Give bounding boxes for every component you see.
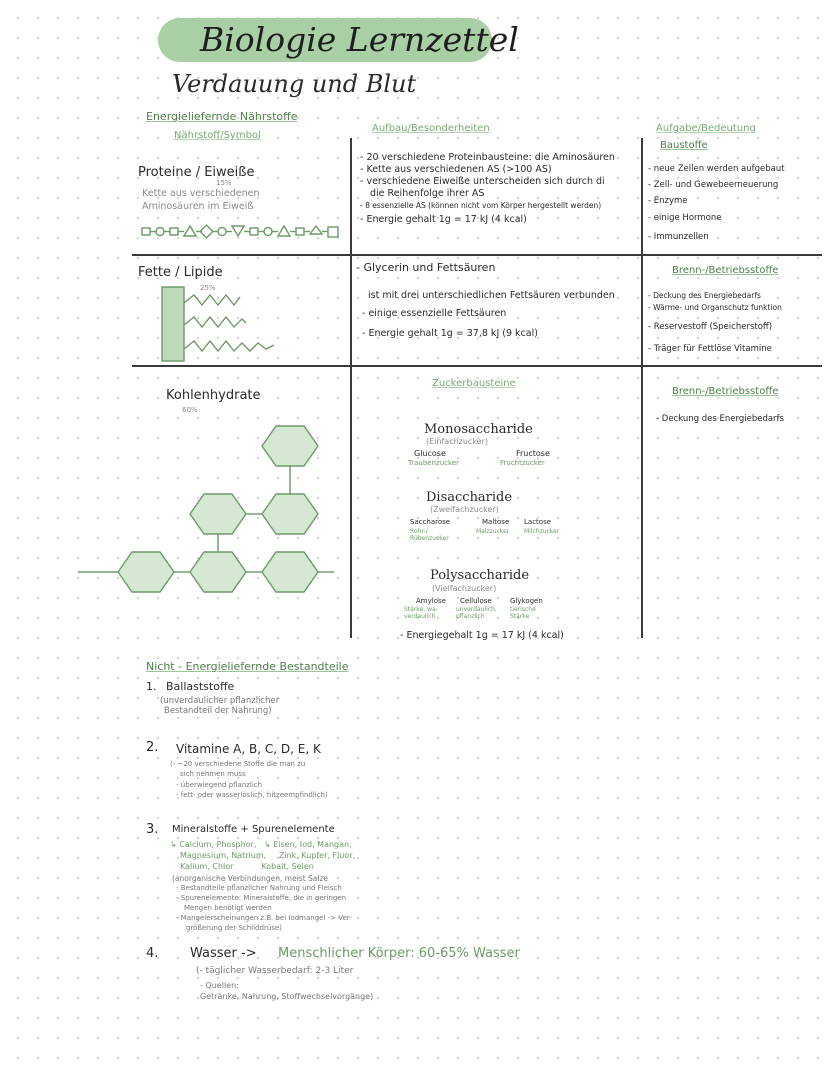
carb-details-title: Zuckerbausteine xyxy=(432,378,516,389)
item-3-line-2: Magnesium, Natrium, Zink, Kupfer, Fluor, xyxy=(180,851,356,860)
carb-role-1: - Deckung des Energiebedarfs xyxy=(656,414,784,424)
mono-item-2: Fructose xyxy=(516,449,550,458)
mono-title: Monosaccharide xyxy=(424,422,533,437)
poly-item-2-sub: unverdaulich, pflanzlich xyxy=(456,606,497,620)
page-subtitle: Verdauung und Blut xyxy=(172,70,417,98)
item-1-num: 1. xyxy=(146,680,157,693)
protein-note-1: Kette aus verschiedenen xyxy=(142,188,260,199)
item-3-line-9: größerung der Schilddrüse) xyxy=(186,924,282,932)
col-head-structure: Aufbau/Besonderheiten xyxy=(372,123,490,134)
table-divider-2 xyxy=(641,138,643,638)
fat-role-2: - Wärme- und Organschutz funktion xyxy=(648,303,782,312)
carb-title: Kohlenhydrate xyxy=(166,388,261,403)
item-3-line-3: Kalium, Chlor Kobalt, Selen xyxy=(180,862,314,871)
carb-role-title: Brenn-/Betriebsstoffe xyxy=(672,386,779,397)
poly-item-2: Cellulose xyxy=(460,597,492,605)
fat-title: Fette / Lipide xyxy=(138,265,223,280)
item-1-title: Ballaststoffe xyxy=(166,680,235,693)
nonenergy-title: Nicht - Energieliefernde Bestandteile xyxy=(146,660,349,673)
item-3-line-5: - Bestandteile pflanzlicher Nahrung und Fleisch xyxy=(176,884,342,892)
item-2-line-2: sich nehmen muss xyxy=(180,770,246,778)
protein-detail-4: die Reihenfolge ihrer AS xyxy=(370,188,485,199)
poly-item-3: Glykogen xyxy=(510,597,543,605)
mono-item-1-sub: Traubenzucker xyxy=(408,459,459,467)
col-head-role: Aufgabe/Bedeutung xyxy=(656,123,756,134)
item-4-line-3: Getränke, Nahrung, Stoffwechselvorgänge) xyxy=(200,992,374,1001)
item-4-line-1: (- täglicher Wasserbedarf: 2-3 Liter xyxy=(196,966,354,976)
fat-detail-4: - Energie gehalt 1g = 37,8 kJ (9 kcal) xyxy=(362,328,538,339)
protein-percent: 15% xyxy=(216,179,232,187)
protein-role-title: Baustoffe xyxy=(660,140,708,151)
fat-role-3: - Reservestoff (Speicherstoff) xyxy=(648,322,773,332)
mono-sub: (Einfachzucker) xyxy=(426,437,489,446)
protein-note-2: Aminosäuren im Eiweiß xyxy=(142,201,254,212)
triglyceride-icon xyxy=(160,285,280,365)
protein-role-3: - Enzyme xyxy=(648,196,688,206)
fat-detail-2: ist mit drei unterschiedlichen Fettsäuren verbunden xyxy=(368,290,615,301)
fat-percent: 25% xyxy=(200,284,216,292)
polysaccharide-chain-icon xyxy=(78,418,348,598)
di-title: Disaccharide xyxy=(426,490,513,505)
row-divider-1 xyxy=(132,254,822,256)
carb-percent: 60% xyxy=(182,406,198,414)
fat-detail-1: - Glycerin und Fettsäuren xyxy=(356,261,496,274)
protein-role-1: - neue Zellen werden aufgebaut xyxy=(648,164,785,174)
protein-detail-5: - 8 essenzielle AS (können nicht vom Körper hergestellt werden) xyxy=(360,201,602,210)
item-2-line-1: (- ~20 verschiedene Stoffe die man zu xyxy=(170,760,306,768)
page-title: Biologie Lernzettel xyxy=(200,20,519,59)
item-3-line-7: Mengen benötigt werden xyxy=(184,904,272,912)
protein-detail-1: - 20 verschiedene Proteinbausteine: die Aminosäuren xyxy=(360,152,615,163)
fat-role-title: Brenn-/Betriebsstoffe xyxy=(672,265,779,276)
protein-role-2: - Zell- und Gewebeerneuerung xyxy=(648,180,779,190)
protein-title: Proteine / Eiweiße xyxy=(138,165,255,180)
protein-role-5: - Immunzellen xyxy=(648,232,709,242)
fat-detail-3: - einige essenzielle Fettsäuren xyxy=(362,308,507,319)
item-1-line-1: (unverdaulicher pflanzlicher xyxy=(160,696,280,706)
poly-item-3-sub: tierische Stärke xyxy=(510,606,536,620)
item-2-line-4: - fett- oder wasserlöslich, hitzeempfindlich) xyxy=(176,791,328,799)
col-head-nutrient: Nährstoff/Symbol xyxy=(174,130,261,141)
fat-role-1: - Deckung des Energiebedarfs xyxy=(648,291,761,300)
item-4-line-2: - Quellen: xyxy=(200,981,239,990)
item-3-line-8: - Mangelerscheinungen z.B. bei Iodmangel -> Ver- xyxy=(176,914,352,922)
table-divider-1 xyxy=(350,138,352,638)
di-item-2-sub: Malzzucker xyxy=(476,528,510,535)
item-3-line-4: (anorganische Verbindungen, meist Salze xyxy=(172,874,329,883)
item-2-num: 2. xyxy=(146,740,159,755)
item-3-title: Mineralstoffe + Spurenelemente xyxy=(172,824,335,835)
protein-detail-2: - Kette aus verschiedenen AS (>100 AS) xyxy=(360,164,552,175)
di-sub: (Zweifachzucker) xyxy=(430,505,499,514)
protein-detail-6: - Energie gehalt 1g = 17 kJ (4 kcal) xyxy=(360,214,527,225)
amino-acid-chain-icon xyxy=(140,222,345,242)
item-3-num: 3. xyxy=(146,822,159,837)
di-item-3: Lactose xyxy=(524,518,552,526)
item-4-num: 4. xyxy=(146,946,159,961)
di-item-2: Maltose xyxy=(482,518,510,526)
protein-detail-3: - verschiedene Eiweiße unterscheiden sich durch di xyxy=(360,176,605,187)
item-3-line-1: ↳ Calcium, Phosphor, ↳ Eisen, Iod, Mangan, xyxy=(170,840,352,849)
item-2-line-3: - überwiegend pflanzlich xyxy=(176,781,263,789)
di-item-1-sub: Rohr-/ Rübenzucker xyxy=(410,528,449,542)
fat-role-4: - Träger für Fettlöse Vitamine xyxy=(648,344,772,354)
carb-energy: - Energiegehalt 1g = 17 kJ (4 kcal) xyxy=(400,630,564,641)
poly-title: Polysaccharide xyxy=(430,568,530,583)
mono-item-2-sub: Fruchtzucker xyxy=(500,459,545,467)
mono-item-1: Glucose xyxy=(414,449,446,458)
item-4-title: Wasser -> xyxy=(190,946,257,961)
protein-role-4: - einige Hormone xyxy=(648,213,722,223)
di-item-3-sub: Milchzucker xyxy=(524,528,560,535)
item-1-line-2: Bestandteil der Nahrung) xyxy=(164,706,272,716)
section-title: Energieliefernde Nährstoffe xyxy=(146,110,298,123)
poly-sub: (Vielfachzucker) xyxy=(432,584,497,593)
di-item-1: Saccharose xyxy=(410,518,451,526)
item-3-line-6: - Spurenelemente: Mineralstoffe, die in geringen xyxy=(176,894,347,902)
item-2-title: Vitamine A, B, C, D, E, K xyxy=(176,742,321,756)
poly-item-1: Amylose xyxy=(416,597,446,605)
poly-item-1-sub: Stärke, wa- verdaulich xyxy=(404,606,438,620)
item-4-title-green: Menschlicher Körper: 60-65% Wasser xyxy=(278,946,520,961)
row-divider-2 xyxy=(132,365,822,367)
